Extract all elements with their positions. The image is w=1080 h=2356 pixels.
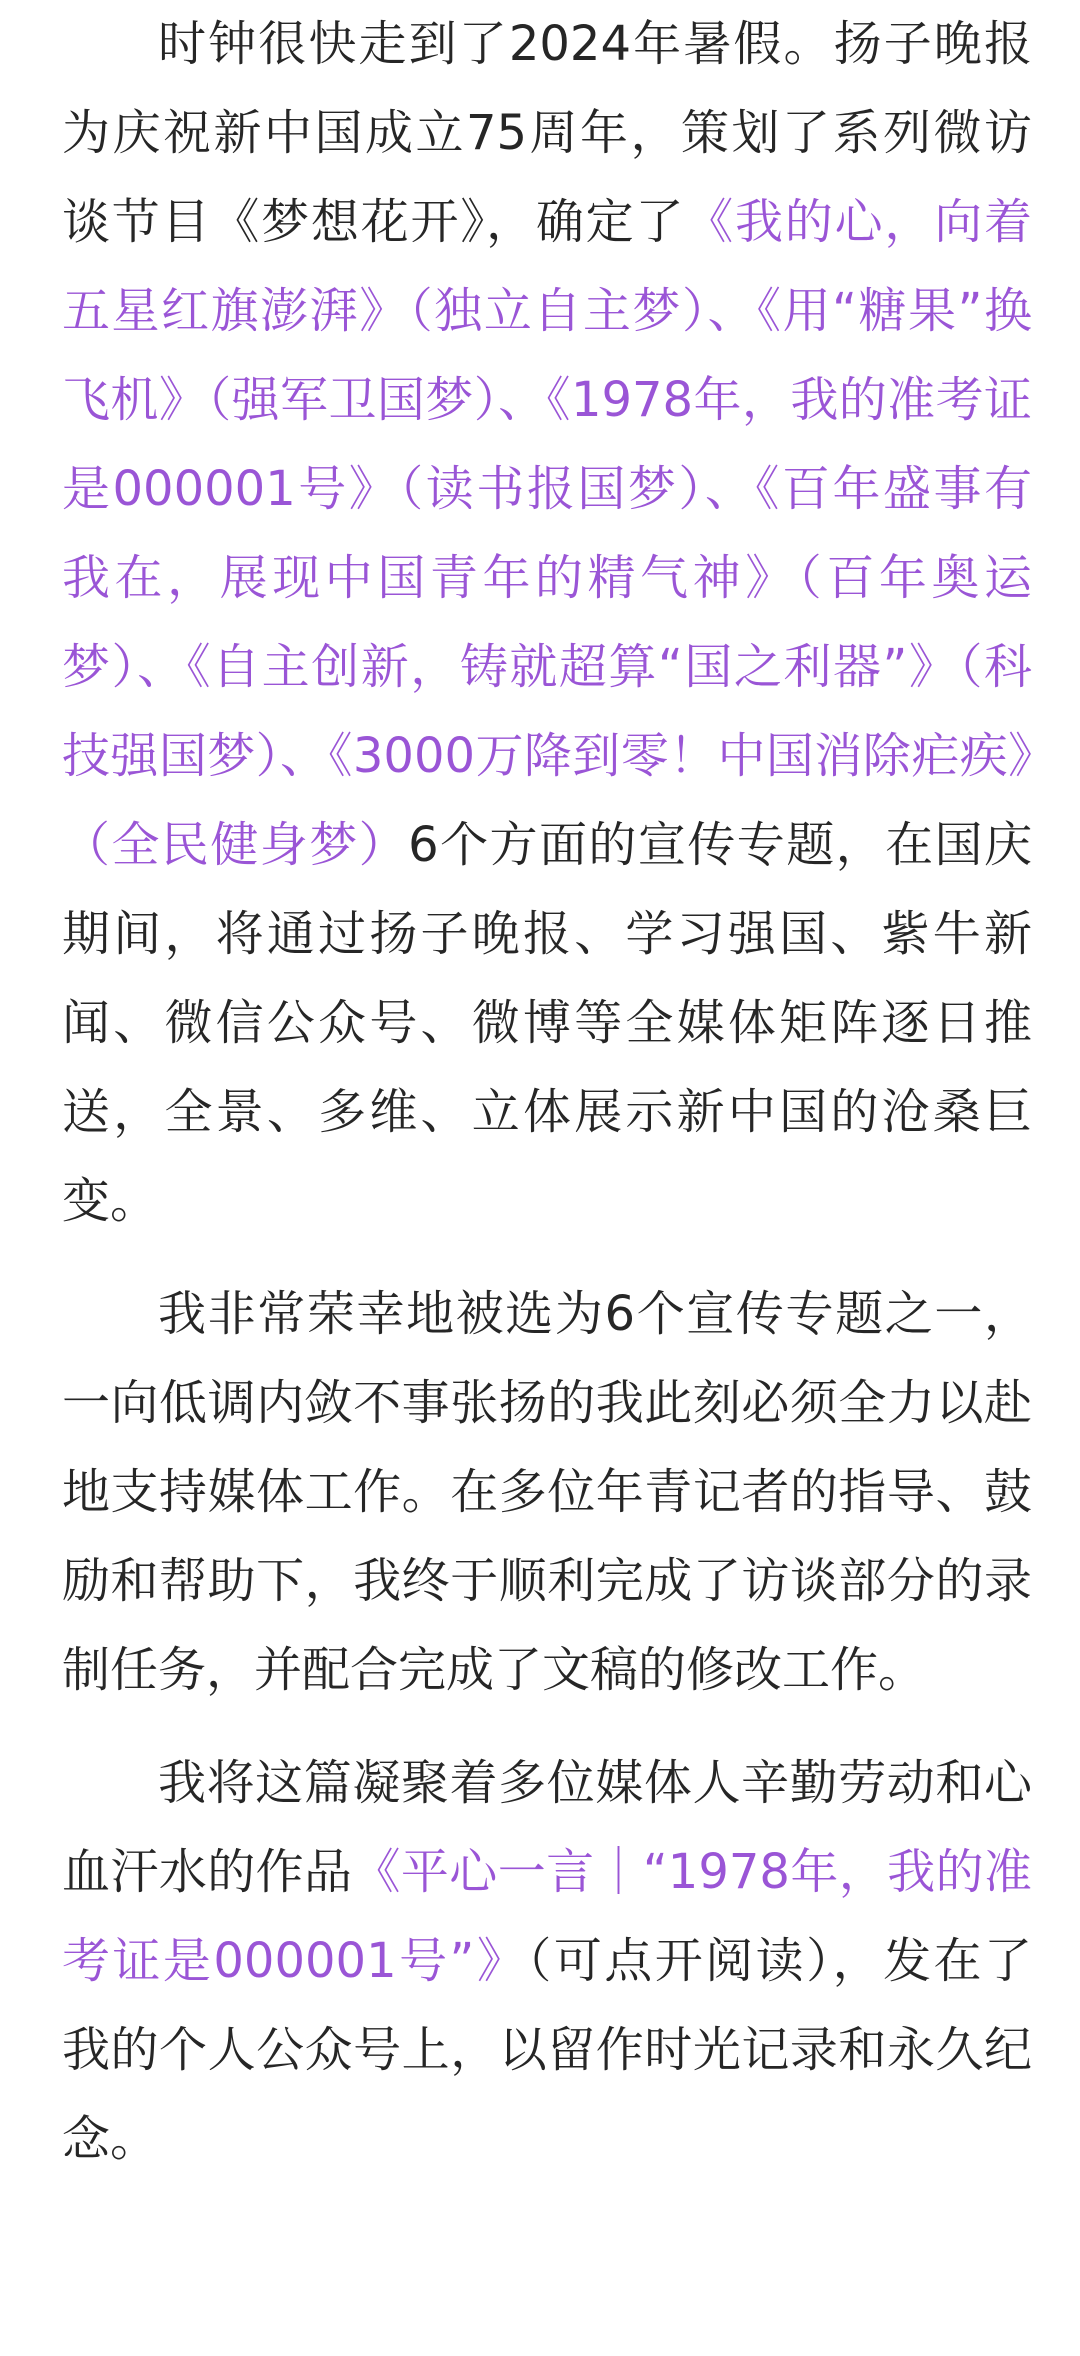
topic-list-link[interactable]: 《我的心，向着五星红旗澎湃》（独立自主梦）、《用“糖果”换飞机》（强军卫国梦）、《1978年，我的准考证是000001号》（读书报国梦）、《百年盛事有我在，展现中国青年的精气神》（百年奥运梦）、《自主创新，铸就超算“国之利器”》（科技强国梦）、《3000万降到零！中国消除疟疾》（全民健身梦） <box>62 194 1032 873</box>
paragraph-2: 我非常荣幸地被选为6个宣传专题之一，一向低调内敛不事张扬的我此刻必须全力以赴地支持媒体工作。在多位年青记者的指导、鼓励和帮助下，我终于顺利完成了访谈部分的录制任务，并配合完成了文稿的修改工作。 <box>62 1286 1032 1698</box>
paragraph-3-intro-text: 我将这篇凝聚着多位媒体人辛勤劳动和心血汗水的作品 <box>62 1755 1032 1900</box>
paragraph-3-rest-text: （可点开阅读），发在了我的个人公众号上，以留作时光记录和永久纪念。 <box>62 1933 1032 2167</box>
paragraph-1 <box>62 0 1032 1246</box>
paragraph-1-intro-text: 时钟很快走到了2024年暑假。扬子晚报为庆祝新中国成立75周年，策划了系列微访谈节目《梦想花开》，确定了 <box>62 16 1032 250</box>
paragraph-1-rest-text: 6个方面的宣传专题，在国庆期间，将通过扬子晚报、学习强国、紫牛新闻、微信公众号、微博等全媒体矩阵逐日推送，全景、多维、立体展示新中国的沧桑巨变。 <box>62 817 1032 1229</box>
paragraph-3 <box>62 1739 1032 2184</box>
article-body <box>62 0 1032 2184</box>
article-title-link[interactable]: 《平心一言｜“1978年，我的准考证是000001号”》 <box>62 1844 1032 1989</box>
